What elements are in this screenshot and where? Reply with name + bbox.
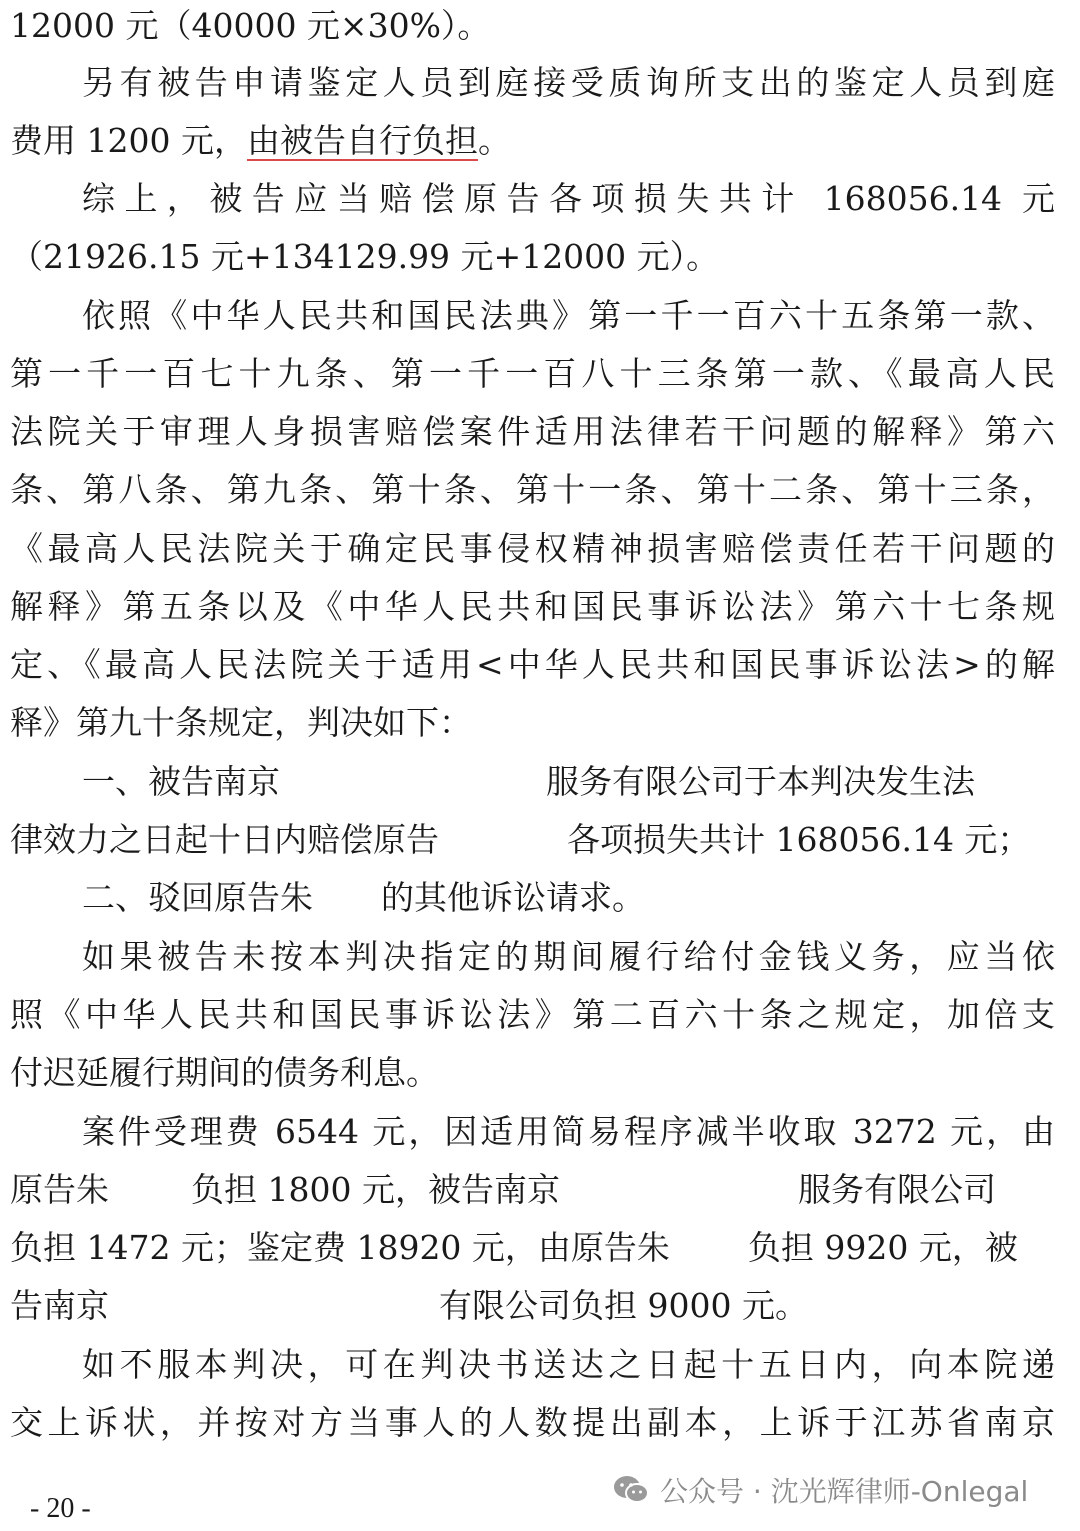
text-line (10, 464, 1055, 516)
line-text: 原告朱 (10, 1170, 109, 1209)
line-text: 。 (477, 121, 511, 160)
line-text: 第一千一百七十九条、第一千一百八十三条第一款、《最高人民 (10, 354, 1055, 393)
text-line (10, 639, 1055, 691)
line-text: 费用 1200 元， (10, 121, 247, 160)
line-text: 负担 9920 元，被 (747, 1228, 1018, 1267)
line-text: 负担 1800 元，被告南京 (191, 1170, 560, 1209)
page-number: - 20 - (30, 1493, 91, 1524)
line-text: 服务有限公司 (797, 1170, 996, 1209)
line-text: 律效力之日起十日内赔偿原告 (10, 820, 439, 859)
text-line (10, 290, 1055, 342)
line-text: 另有被告申请鉴定人员到庭接受质询所支出的鉴定人员到庭 (82, 63, 1055, 102)
underlined-phrase: 由被告自行负担 (246, 121, 478, 160)
text-line (10, 581, 1055, 633)
text-line (10, 406, 1055, 458)
line-text: 照《中华人民共和国民事诉讼法》第二百六十条之规定，加倍支 (10, 995, 1055, 1034)
text-line (10, 1106, 1055, 1158)
text-line (10, 173, 1055, 225)
line-text: 案件受理费 6544 元，因适用简易程序减半收取 3272 元，由 (82, 1112, 1055, 1151)
line-text: 告南京 (10, 1286, 109, 1325)
text-line (10, 1397, 1055, 1449)
line-text: 交上诉状，并按对方当事人的人数提出副本，上诉于江苏省南京 (10, 1403, 1055, 1442)
line-text: 的其他诉讼请求。 (381, 878, 645, 917)
line-text: 解释》第五条以及《中华人民共和国民事诉讼法》第六十七条规 (10, 587, 1055, 626)
text-line (10, 231, 1055, 283)
text-line (10, 814, 1055, 866)
line-text: 有限公司负担 9000 元。 (439, 1286, 808, 1325)
wechat-icon (612, 1474, 650, 1506)
line-text: 付迟延履行期间的债务利息。 (10, 1053, 439, 1092)
text-line (10, 348, 1055, 400)
text-line (10, 523, 1055, 575)
wechat-watermark (612, 1470, 1028, 1510)
line-text: 法院关于审理人身损害赔偿案件适用法律若干问题的解释》第六 (10, 412, 1055, 451)
line-text: 12000 元（40000 元×30%）。 (10, 6, 491, 45)
text-line (10, 1164, 1055, 1216)
line-text: 负担 1472 元；鉴定费 18920 元，由原告朱 (10, 1228, 670, 1267)
line-text: 服务有限公司于本判决发生法 (546, 762, 975, 801)
line-text: 依照《中华人民共和国民法典》第一千一百六十五条第一款、 (82, 296, 1055, 335)
text-line (10, 57, 1055, 109)
line-text: 条、第八条、第九条、第十条、第十一条、第十二条、第十三条， (10, 470, 1055, 509)
text-line (10, 1047, 1055, 1099)
text-line (10, 1280, 1055, 1332)
text-line (10, 1339, 1055, 1391)
text-line (10, 756, 1055, 808)
text-line (10, 697, 1055, 749)
line-text: 定、《最高人民法院关于适用<中华人民共和国民事诉讼法>的解 (10, 645, 1055, 684)
text-line (10, 931, 1055, 983)
text-line (10, 1222, 1055, 1274)
text-line (10, 872, 1055, 924)
line-text: 综上，被告应当赔偿原告各项损失共计 168056.14 元 (82, 179, 1055, 218)
line-text: （21926.15 元+134129.99 元+12000 元）。 (10, 237, 720, 276)
line-text: 如不服本判决，可在判决书送达之日起十五日内，向本院递 (82, 1345, 1055, 1384)
line-text: 一、被告南京 (82, 762, 280, 801)
watermark-text: 公众号 · 沈光辉律师-Onlegal (660, 1475, 1029, 1508)
line-text: 如果被告未按本判决指定的期间履行给付金钱义务，应当依 (82, 937, 1055, 976)
line-text: 二、驳回原告朱 (82, 878, 313, 917)
line-text: 各项损失共计 168056.14 元； (567, 820, 1031, 859)
text-line (10, 115, 1055, 167)
line-text: 《最高人民法院关于确定民事侵权精神损害赔偿责任若干问题的 (10, 529, 1055, 568)
text-line (10, 989, 1055, 1041)
text-line (10, 0, 1055, 52)
line-text: 释》第九十条规定，判决如下： (10, 703, 472, 742)
